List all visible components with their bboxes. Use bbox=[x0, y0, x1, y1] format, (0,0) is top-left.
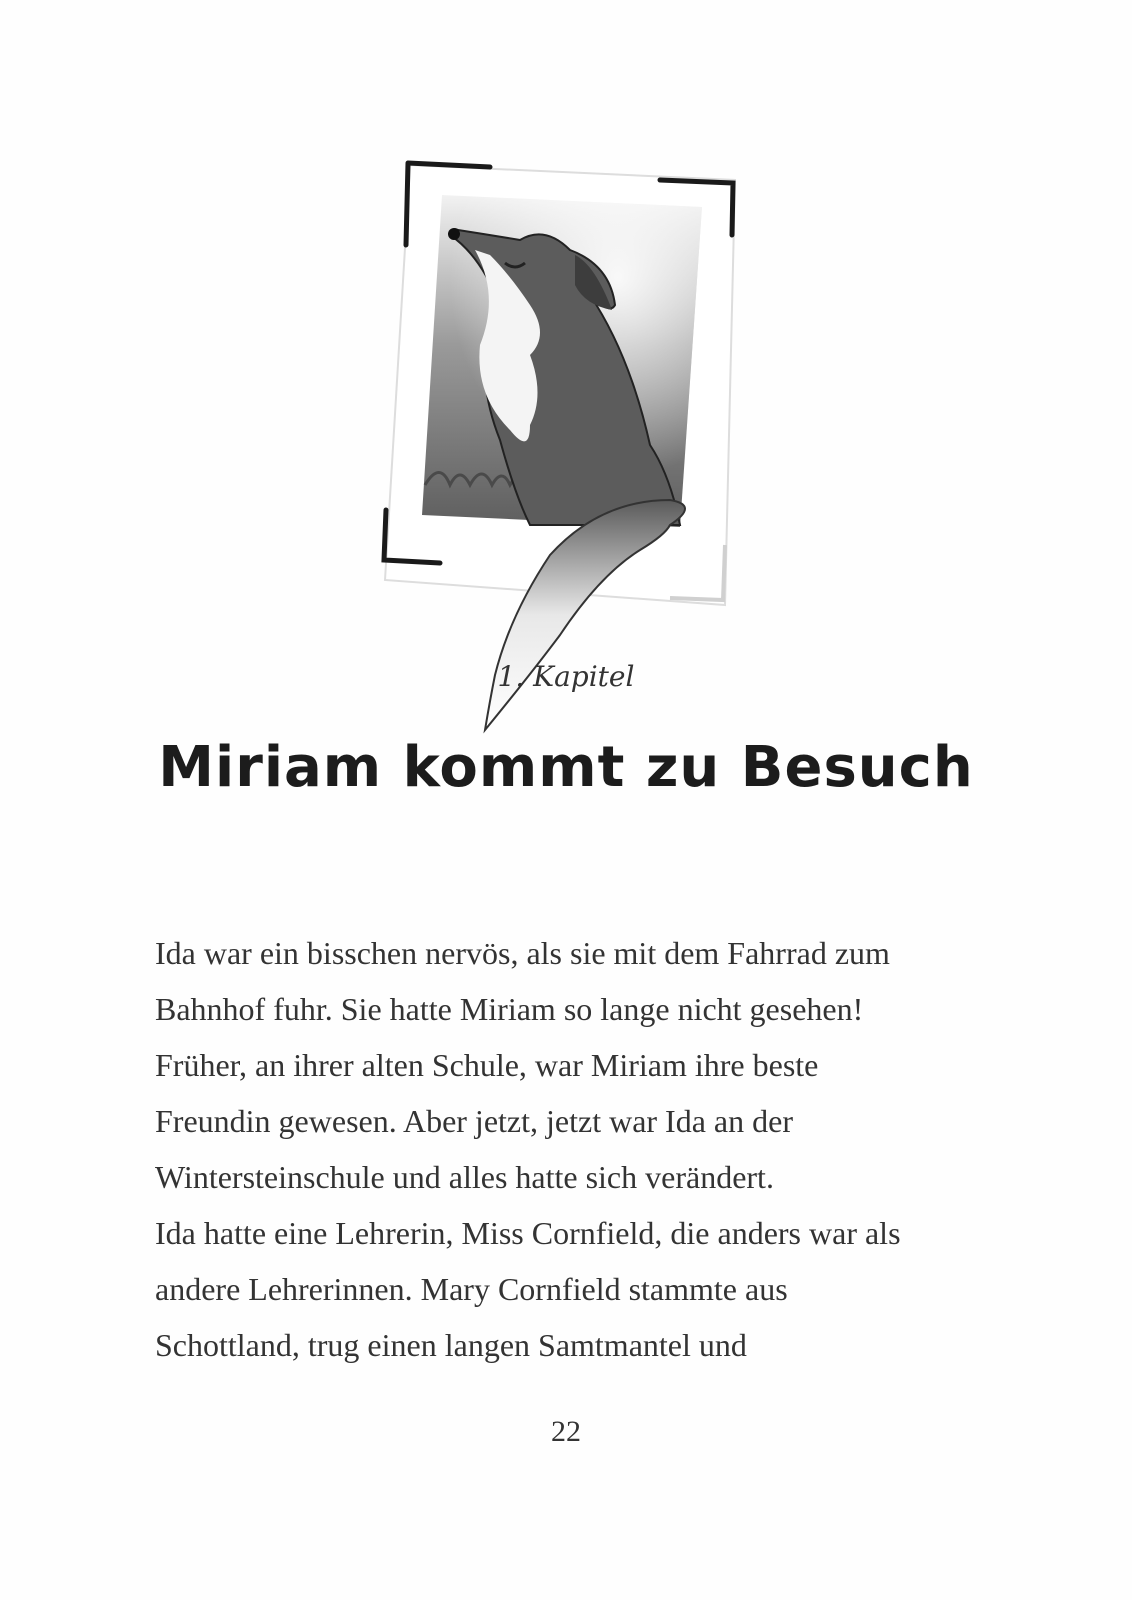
text-line: Wintersteinschule und alles hatte sich verändert. bbox=[155, 1159, 774, 1195]
text-line: Ida war ein bisschen nervös, als sie mit dem Fahrrad zum bbox=[155, 935, 890, 971]
chapter-label: 1. Kapitel bbox=[497, 660, 635, 693]
text-line: andere Lehrerinnen. Mary Cornfield stammte aus bbox=[155, 1271, 788, 1307]
chapter-title: Miriam kommt zu Besuch bbox=[158, 735, 974, 800]
text-line: Ida hatte eine Lehrerin, Miss Cornfield, die anders war als bbox=[155, 1215, 901, 1251]
fox-picture bbox=[422, 195, 702, 527]
text-line: Freundin gewesen. Aber jetzt, jetzt war Ida an der bbox=[155, 1103, 793, 1139]
text-line: Bahnhof fuhr. Sie hatte Miriam so lange nicht gesehen! bbox=[155, 991, 864, 1027]
text-line: Früher, an ihrer alten Schule, war Miriam ihre beste bbox=[155, 1047, 819, 1083]
text-line: Schottland, trug einen langen Samtmantel und bbox=[155, 1327, 747, 1363]
fox-illustration bbox=[380, 155, 750, 735]
body-paragraph bbox=[155, 925, 1015, 1373]
page-number: 22 bbox=[551, 1415, 581, 1448]
